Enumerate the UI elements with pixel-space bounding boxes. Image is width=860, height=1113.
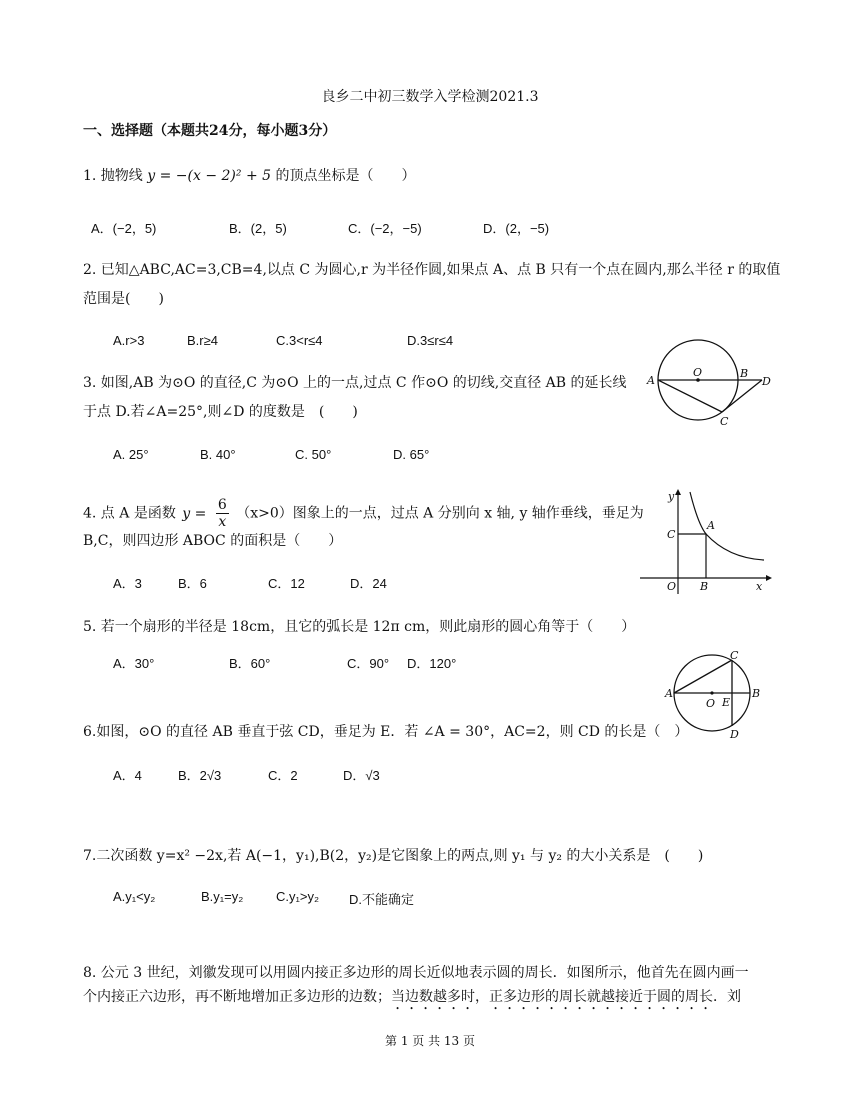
fig3-label-b: B xyxy=(740,367,749,380)
fig3-label-a: A xyxy=(647,374,655,387)
q2-line-2: 范围是( ) xyxy=(83,291,164,307)
q6-option-d: D．√3 xyxy=(343,768,380,783)
q3-line-2: 于点 D.若∠A=25°,则∠D 的度数是 ( ) xyxy=(83,404,358,420)
q5-option-b: B．60° xyxy=(229,656,271,671)
q7-option-c: C.y₁>y₂ xyxy=(276,889,320,904)
q5-option-d: D．120° xyxy=(407,656,457,671)
q1-expression: y = −(x − 2)² + 5 xyxy=(147,168,272,184)
fig4-label-y: y xyxy=(668,490,675,503)
q2-option-c: C.3<r≤4 xyxy=(276,333,323,348)
q1-option-d: D．(2，−5) xyxy=(483,221,550,236)
fig6-label-b: B xyxy=(752,687,761,700)
q2-line-1: 2. 已知△ABC,AC=3,CB=4,以点 C 为圆心,r 为半径作圆,如果点 A、点 B 只有一个点在圆内,那么半径 r 的取值 xyxy=(83,262,781,278)
fig3-label-c: C xyxy=(720,415,729,428)
q4-option-b: B．6 xyxy=(178,576,207,591)
q3-option-b: B. 40° xyxy=(200,447,236,462)
q4-line-2: B,C，则四边形 ABOC 的面积是（ ） xyxy=(83,533,343,549)
q8-line-2 xyxy=(83,987,741,1013)
q2-option-b: B.r≥4 xyxy=(187,333,218,348)
fig4-label-a: A xyxy=(707,519,715,532)
q4-prefix: 4. 点 A 是函数 xyxy=(83,505,176,522)
q3-line-1: 3. 如图,AB 为⊙O 的直径,C 为⊙O 上的一点,过点 C 作⊙O 的切线,交直径 AB 的延长线 xyxy=(83,375,627,391)
fig4-label-b: B xyxy=(700,580,709,593)
q6-option-b: B．2√3 xyxy=(178,768,222,783)
fig4-label-x: x xyxy=(756,580,763,593)
q3-option-a: A. 25° xyxy=(113,447,149,462)
fig4-label-c: C xyxy=(667,528,676,541)
q6-line-1: 6.如图，⊙O 的直径 AB 垂直于弦 CD，垂足为 E．若 ∠A = 30°，AC=2，则 CD 的长是（ ） xyxy=(83,724,689,740)
q1-prefix: 1. 抛物线 xyxy=(83,168,143,184)
q7-option-d: D.不能确定 xyxy=(349,892,415,907)
q3-option-d: D. 65° xyxy=(393,447,430,462)
q2-option-d: D.3≤r≤4 xyxy=(407,333,454,348)
q6-option-c: C．2 xyxy=(268,768,298,783)
fig6-label-a: A xyxy=(665,687,673,700)
question-4: 4. 点 A 是函数 y = $\frac{6}{x}$ （x>0）图象上的一点，过点 A 分别向 x 轴, y 轴作垂线，垂足为 xyxy=(83,497,644,530)
q5-line-1: 5. 若一个扇形的半径是 18cm，且它的弧长是 12π cm，则此扇形的圆心角等于（ ） xyxy=(83,619,636,635)
q7-option-a: A.y₁<y₂ xyxy=(113,889,156,904)
page-title: 良乡二中初三数学入学检测2021.3 xyxy=(321,89,539,105)
q3-option-c: C. 50° xyxy=(295,447,332,462)
q5-option-c: C．90° xyxy=(347,656,390,671)
q4-condition: （x>0）图象上的一点，过点 A 分别向 x 轴, y 轴作垂线，垂足为 xyxy=(236,505,644,522)
q1-suffix: 的顶点坐标是（ ） xyxy=(275,168,416,184)
q1-option-b: B．(2，5) xyxy=(229,221,287,236)
section-heading: 一、选择题（本题共24分，每小题3分） xyxy=(83,123,337,139)
q4-fraction-denominator: x xyxy=(218,514,227,530)
q2-option-a: A.r>3 xyxy=(113,333,145,348)
q3-circle-figure xyxy=(644,338,774,428)
fig3-label-o: O xyxy=(693,366,703,379)
q1-option-a: A．(−2，5) xyxy=(91,221,157,236)
fig4-label-o: O xyxy=(667,580,677,593)
page-footer: 第 1 页 共 13 页 xyxy=(385,1034,475,1048)
q7-line-1: 7.二次函数 y=x² −2x,若 A(−1，y₁),B(2，y₂)是它图象上的两点,则 y₁ 与 y₂ 的大小关系是 ( ) xyxy=(83,848,704,864)
q8-line-2-a: 个内接正六边形，再不断地增加正多边形的边数； xyxy=(83,989,391,1005)
fig3-label-d: D xyxy=(762,375,771,388)
q5-option-a: A．30° xyxy=(113,656,155,671)
q7-option-b: B.y₁=y₂ xyxy=(201,889,244,904)
fig6-label-e: E xyxy=(722,696,731,709)
q4-fraction-numerator: 6 xyxy=(217,497,227,513)
q8-emphasis-text: 当边数越多时，正多边形的周长就越接近于圆的周长 xyxy=(391,989,713,1005)
fig6-label-o: O xyxy=(706,697,716,710)
q8-line-1: 8. 公元 3 世纪，刘徽发现可以用圆内接正多边形的周长近似地表示圆的周长．如图所示，他首先在圆内画一 xyxy=(83,965,749,981)
q8-line-2-c: ．刘 xyxy=(713,989,741,1005)
q4-option-d: D．24 xyxy=(350,576,387,591)
fig6-label-d: D xyxy=(730,728,739,741)
q4-option-a: A．3 xyxy=(113,576,142,591)
q6-option-a: A．4 xyxy=(113,768,142,783)
q4-option-c: C．12 xyxy=(268,576,305,591)
fig6-label-c: C xyxy=(730,649,739,662)
q4-hyperbola-figure xyxy=(638,488,772,596)
question-1 xyxy=(83,166,416,186)
q1-option-c: C．(−2，−5) xyxy=(348,221,422,236)
